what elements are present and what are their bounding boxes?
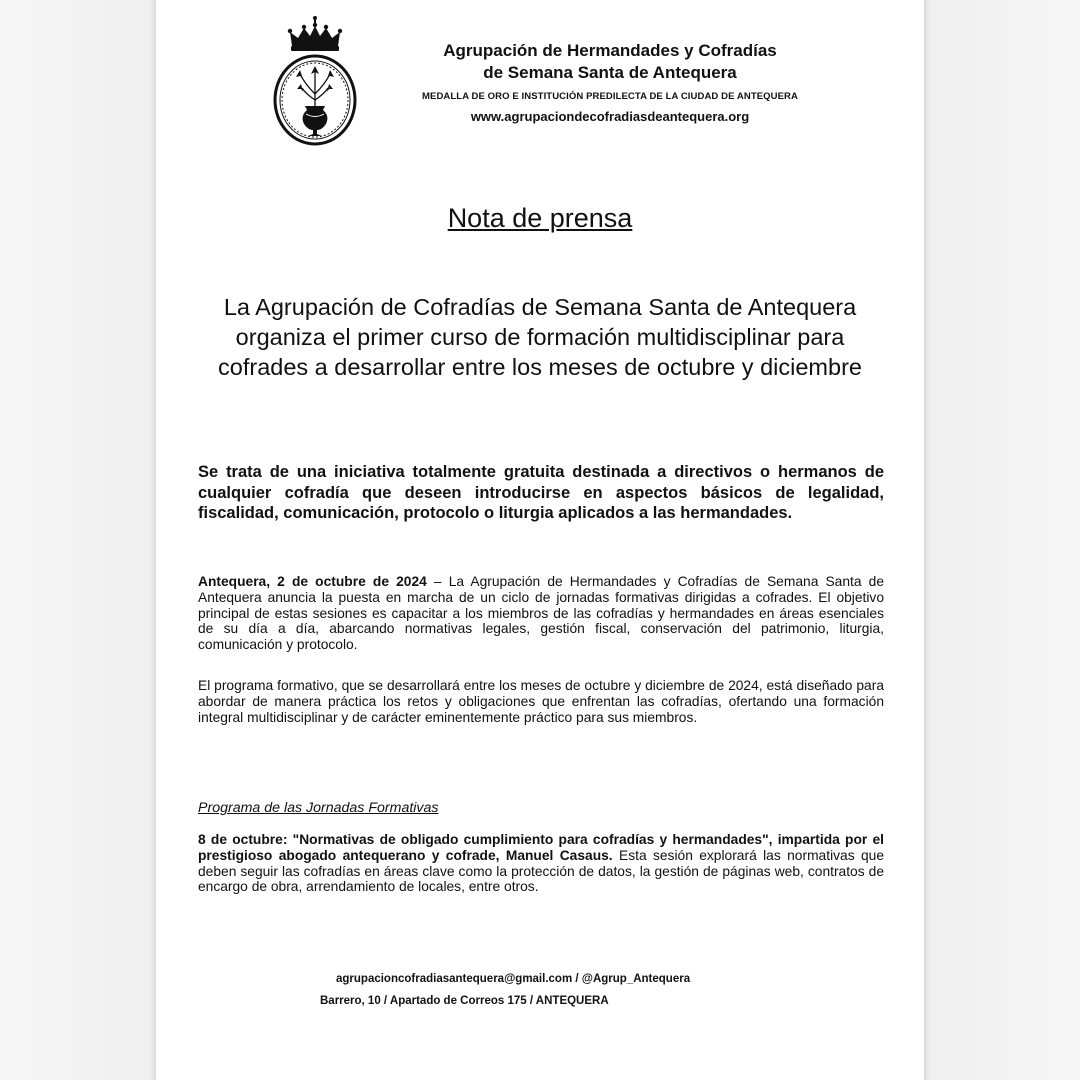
background-left	[0, 0, 156, 1080]
program-heading: Programa de las Jornadas Formativas	[198, 800, 439, 816]
lead-paragraph: Se trata de una iniciativa totalmente gratuita destinada a directivos o hermanos de cualquier cofradía que deseen introducirse en aspectos básicos de legalidad, fiscalidad, comunicación, protocolo o liturgia aplicados a las hermandades.	[198, 463, 884, 522]
session-1-paragraph	[198, 832, 884, 895]
crowned-oval-emblem-with-jar-of-lilies-icon	[270, 14, 360, 146]
session-1-title: 8 de octubre: "Normativas de obligado cumplimiento para cofradías y hermandades", impartida por el prestigioso abogado antequerano y cofrade, Manuel Casaus.	[198, 832, 884, 863]
organization-website: www.agrupaciondecofradiasdeantequera.org	[470, 109, 750, 124]
footer-address: Barrero, 10 / Apartado de Correos 175 / ANTEQUERA	[320, 995, 609, 1007]
paragraph-1-text: – La Agrupación de Hermandades y Cofradías de Semana Santa de Antequera anuncia la puesta en marcha de un ciclo de jornadas formativas dirigidas a cofrades. El objetivo principal de estas sesiones es capacitar a los miembros de las cofradías y hermandades en áreas esenciales de su día a día, abarcando normativas legales, gestión fiscal, conservación del patrimonio, liturgia, comunicación y protocolo.	[198, 574, 884, 653]
background-right	[924, 0, 1080, 1080]
footer-contact: agrupacioncofradiasantequera@gmail.com / @Agrup_Antequera	[336, 973, 691, 985]
organization-name-line2: de Semana Santa de Antequera	[483, 63, 737, 82]
paragraph-2: El programa formativo, que se desarrollará entre los meses de octubre y diciembre de 2024, está diseñado para abordar de manera práctica los retos y obligaciones que enfrentan las cofradías, ofertando una formación integral multidisciplinar y de carácter eminentemente práctico para sus miembros.	[198, 678, 884, 725]
organization-header	[400, 40, 820, 124]
document-page	[157, 0, 923, 1080]
paragraph-1	[198, 574, 884, 653]
organization-name-line1: Agrupación de Hermandades y Cofradías	[443, 41, 777, 60]
session-1-description: Esta sesión explorará las normativas que deben seguir las cofradías en áreas clave como la protección de datos, la gestión de páginas web, contratos de encargo de obra, arrendamiento de locales, entre otros.	[198, 847, 884, 895]
medal-distinction: MEDALLA DE ORO E INSTITUCIÓN PREDILECTA DE LA CIUDAD DE ANTEQUERA	[422, 91, 798, 102]
dateline: Antequera, 2 de octubre de 2024	[198, 574, 427, 589]
document-title: Nota de prensa	[447, 203, 633, 233]
press-headline: La Agrupación de Cofradías de Semana Santa de Antequera organiza el primer curso de formación multidisciplinar para cofrades a desarrollar entre los meses de octubre y diciembre	[218, 294, 862, 380]
